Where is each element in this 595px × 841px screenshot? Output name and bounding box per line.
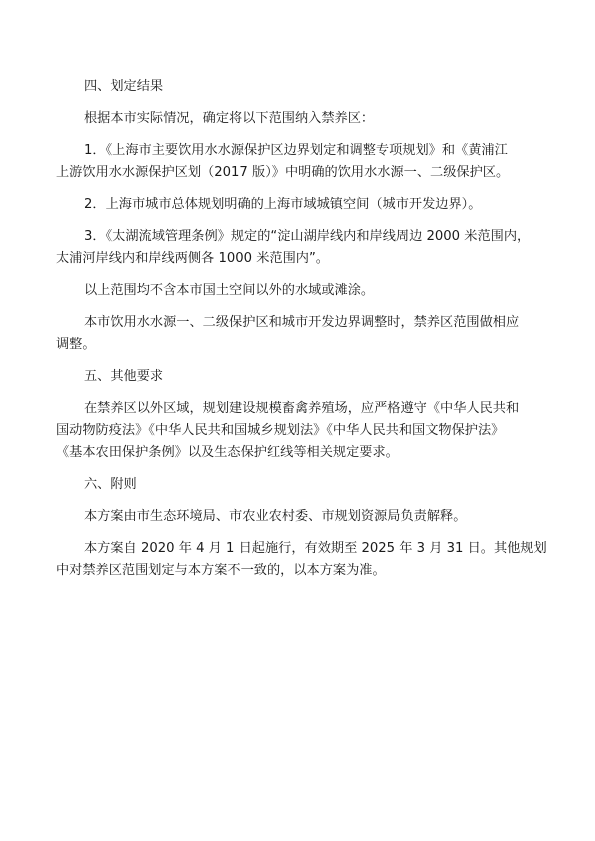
paragraph-adjustment-line-1: 本市饮用水水源一、二级保护区和城市开发边界调整时，禁养区范围做相应 (84, 315, 520, 330)
paragraph-other-requirements (56, 398, 552, 464)
paragraph-other-line-2: 国动物防疫法》《中华人民共和国城乡规划法》《中华人民共和国文物保护法》 (56, 423, 505, 438)
list-item-1-line-2: 上游饮用水水源保护区划（2017 版）》中明确的饮用水水源一、二级保护区。 (56, 165, 510, 180)
paragraph-other-line-3: 《基本农田保护条例》以及生态保护红线等相关规定要求。 (56, 445, 399, 460)
paragraph-exclusion: 以上范围均不含本市国土空间以外的水域或滩涂。 (84, 283, 375, 298)
document-body (56, 76, 552, 592)
paragraph-effective-line-1: 本方案自 2020 年 4 月 1 日起施行，有效期至 2025 年 3 月 31 日。其他规划 (84, 541, 547, 556)
list-item-3-line-1: 3．《太湖流域管理条例》规定的“淀山湖岸线内和岸线周边 2000 米范围内， (84, 229, 531, 244)
section-heading-results: 四、划定结果 (84, 79, 164, 94)
list-item-1-line-1: 1．《上海市主要饮用水水源保护区边界划定和调整专项规划》和《黄浦江 (84, 143, 508, 158)
list-item-1 (56, 140, 552, 184)
paragraph-intro: 根据本市实际情况，确定将以下范围纳入禁养区： (84, 111, 375, 126)
section-heading-other-requirements: 五、其他要求 (84, 369, 164, 384)
paragraph-adjustment (56, 312, 552, 356)
paragraph-adjustment-line-2: 调整。 (56, 337, 96, 352)
list-item-2: 2．上海市城市总体规划明确的上海市域城镇空间（城市开发边界）。 (84, 197, 482, 212)
paragraph-interpretation: 本方案由市生态环境局、市农业农村委、市规划资源局负责解释。 (84, 509, 467, 524)
paragraph-other-line-1: 在禁养区以外区域，规划建设规模畜禽养殖场，应严格遵守《中华人民共和 (84, 401, 520, 416)
list-item-3 (56, 226, 552, 270)
paragraph-effective-date (56, 538, 552, 582)
paragraph-effective-line-2: 中对禁养区范围划定与本方案不一致的，以本方案为准。 (56, 563, 386, 578)
list-item-3-line-2: 太浦河岸线内和岸线两侧各 1000 米范围内”。 (56, 251, 329, 266)
section-heading-supplementary: 六、附则 (84, 477, 137, 492)
